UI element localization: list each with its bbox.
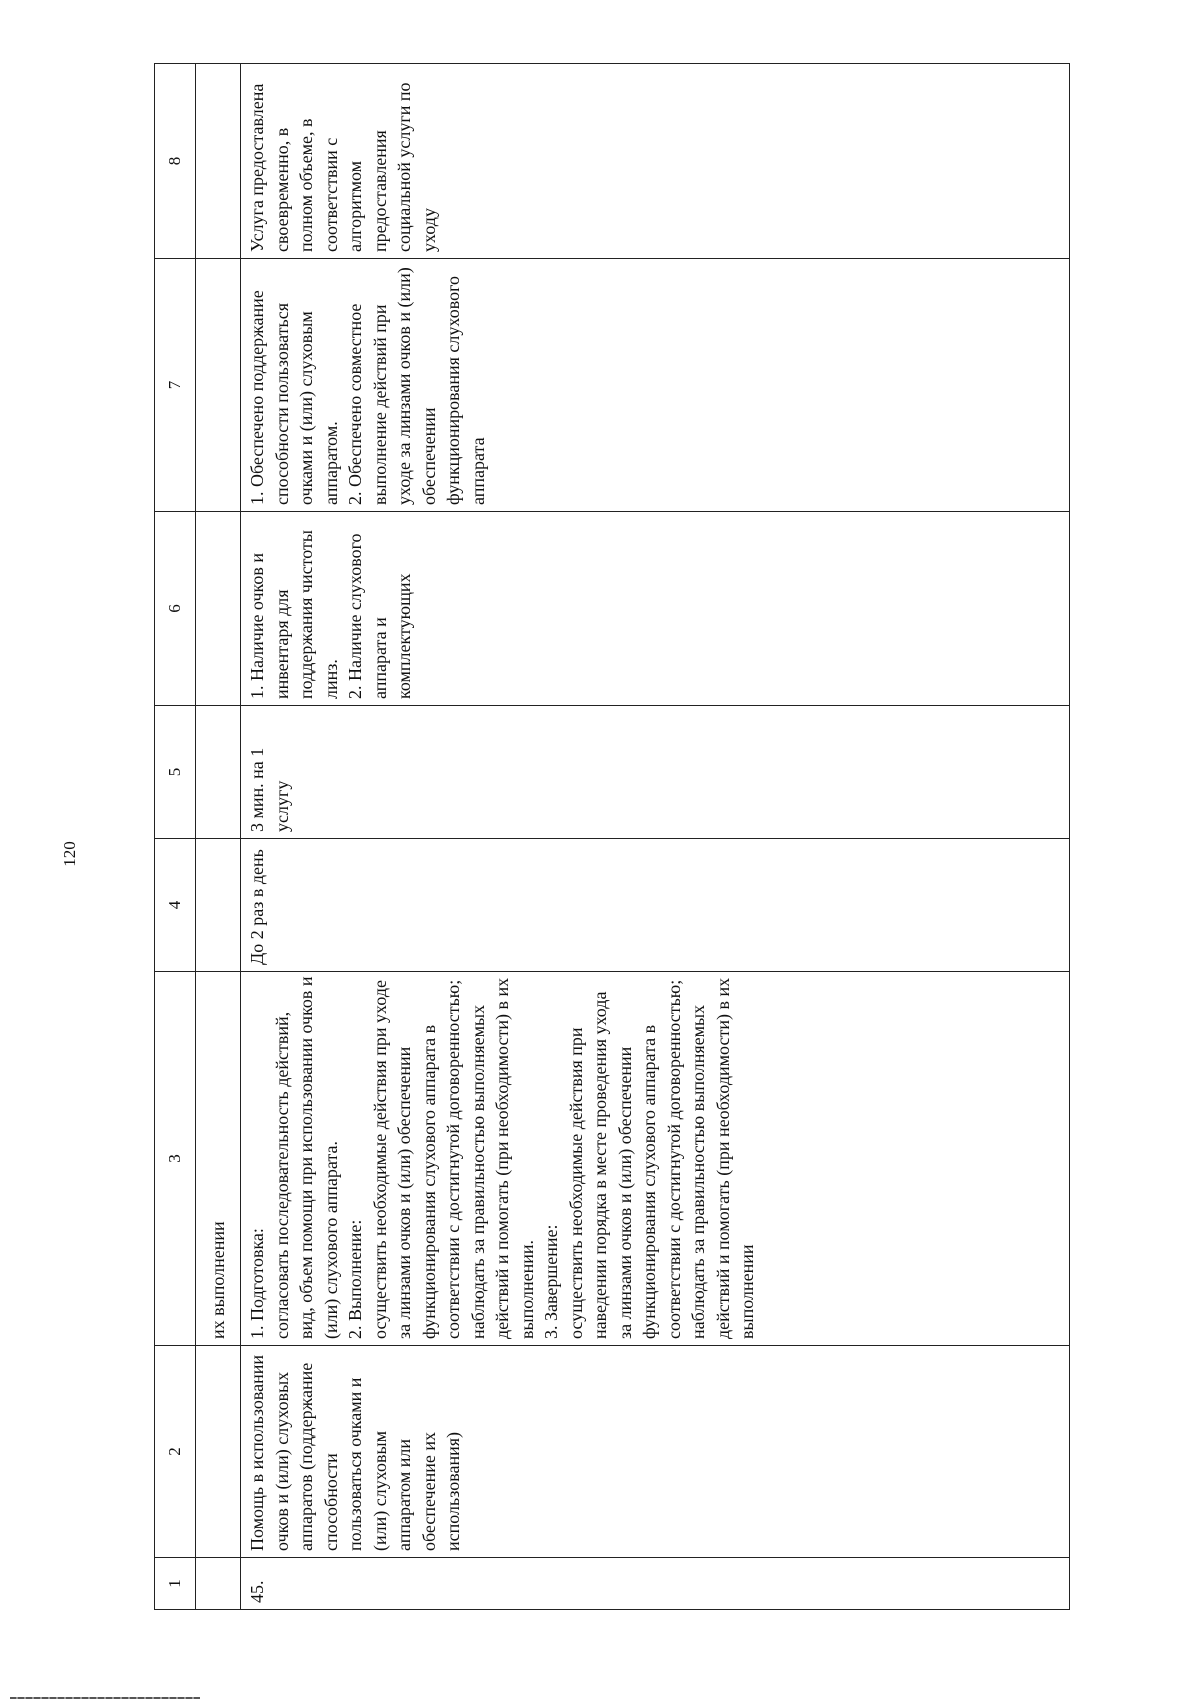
continuation-row <box>196 64 241 1610</box>
column-number-cell: 1 <box>155 1558 196 1610</box>
conditions-cell: 1. Наличие очков и инвентаря для поддержания чистоты линз. 2. Наличие слухового аппарата и комплектующих <box>241 512 1070 706</box>
row-number-cell: 45. <box>241 1558 1070 1610</box>
column-number-cell: 6 <box>155 512 196 706</box>
table-cell <box>196 1558 241 1610</box>
table-cell <box>196 259 241 512</box>
table-row <box>241 64 1070 1610</box>
service-name-cell: Помощь в использовании очков и (или) слуховых аппаратов (поддержание способности пользоваться очками и (или) слуховым аппаратом или обеспечение их использования) <box>241 1346 1070 1558</box>
table-cell <box>196 64 241 259</box>
column-number-cell: 2 <box>155 1346 196 1558</box>
column-number-row <box>155 64 196 1610</box>
result-cell: 1. Обеспечено поддержание способности пользоваться очками и (или) слуховым аппаратом. 2. Обеспечено совместное выполнение действий при уходе за линзами очков и (или) обеспечении функционирования слухового аппарата <box>241 259 1070 512</box>
column-number-cell: 7 <box>155 259 196 512</box>
table-cell <box>196 706 241 839</box>
table-cell <box>196 512 241 706</box>
frequency-cell: До 2 раз в день <box>241 839 1070 972</box>
services-table <box>154 63 1070 1610</box>
service-description-cell: 1. Подготовка: согласовать последовательность действий, вид, объем помощи при использовании очков и (или) слухового аппарата. 2. Выполнение: осуществить необходимые действия при уходе за линзами очков и (или) обеспечении функционирования слухового аппарата в соответствии с достигнутой договоренностью; наблюдать за правильностью выполняемых действий и помогать (при необходимости) в их выполнении. 3. Завершение: осуществить необходимые действия при наведении порядка в месте проведения ухода за линзами очков и (или) обеспечении функционирования слухового аппарата в соответствии с достигнутой договоренностью; наблюдать за правильностью выполняемых действий и помогать (при необходимости) в их выполнении <box>241 972 1070 1346</box>
table-cell <box>196 839 241 972</box>
page-number: 120 <box>60 841 79 867</box>
table-cell <box>196 1346 241 1558</box>
scan-edge-line <box>10 1697 200 1699</box>
rotated-table-container <box>154 64 1082 1610</box>
time-norm-cell: 3 мин. на 1 услугу <box>241 706 1070 839</box>
table-cell: их выполнении <box>196 972 241 1346</box>
column-number-cell: 4 <box>155 839 196 972</box>
column-number-cell: 5 <box>155 706 196 839</box>
column-number-cell: 8 <box>155 64 196 259</box>
quality-cell: Услуга предоставлена своевременно, в полном объеме, в соответствии с алгоритмом предоставления социальной услуги по уходу <box>241 64 1070 259</box>
column-number-cell: 3 <box>155 972 196 1346</box>
